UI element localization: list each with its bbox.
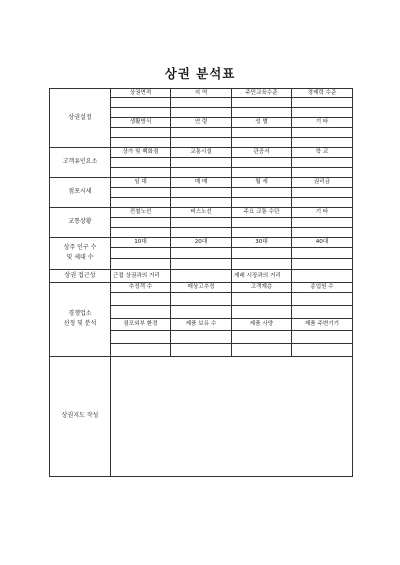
input-cell[interactable] [111, 168, 171, 178]
input-cell[interactable] [232, 188, 292, 198]
input-cell[interactable] [232, 158, 292, 168]
input-cell[interactable] [232, 138, 292, 148]
population-label-line2: 및 세대 수 [66, 254, 94, 261]
input-cell[interactable] [232, 98, 292, 108]
input-cell[interactable] [171, 248, 232, 259]
header-cell: 기 타 [292, 208, 353, 218]
header-cell: 지 역 [171, 89, 232, 98]
header-cell: 상권면적 [111, 89, 171, 98]
input-cell[interactable] [171, 331, 232, 344]
input-cell[interactable] [171, 108, 232, 118]
section-label-market-price: 점포시세 [50, 178, 111, 208]
input-cell[interactable] [292, 98, 353, 108]
input-cell[interactable] [171, 270, 232, 283]
header-cell: 기 타 [292, 118, 353, 128]
input-cell[interactable] [171, 344, 232, 357]
input-cell[interactable] [292, 158, 353, 168]
input-cell[interactable] [171, 259, 232, 270]
input-cell[interactable] [292, 168, 353, 178]
input-cell[interactable] [292, 259, 353, 270]
input-cell[interactable] [111, 128, 171, 138]
input-cell[interactable] [171, 138, 232, 148]
header-cell: 학 교 [292, 148, 353, 158]
header-cell: 20대 [171, 238, 232, 248]
input-cell[interactable] [292, 188, 353, 198]
input-cell[interactable] [111, 293, 171, 306]
map-drawing-area[interactable] [111, 357, 353, 477]
section-label-setting: 상권설정 [50, 89, 111, 148]
input-cell[interactable] [232, 168, 292, 178]
section-label-traffic: 교통상황 [50, 208, 111, 238]
header-cell: 30대 [232, 238, 292, 248]
header-cell: 버스노선 [171, 208, 232, 218]
header-cell: 임 대 [111, 178, 171, 188]
header-cell: 종업원 수 [292, 283, 353, 293]
header-cell: 연 령 [171, 118, 232, 128]
header-cell: 교통시설 [171, 148, 232, 158]
input-cell[interactable] [171, 158, 232, 168]
header-cell: 점포외부 환경 [111, 319, 171, 331]
header-cell: 추정객 수 [111, 283, 171, 293]
input-cell[interactable] [111, 331, 171, 344]
header-cell: 주민교육수준 [232, 89, 292, 98]
header-cell: 관공서 [232, 148, 292, 158]
input-cell[interactable] [171, 128, 232, 138]
competition-label-line2: 선정 및 분석 [63, 320, 97, 327]
header-cell: 10대 [111, 238, 171, 248]
input-cell[interactable] [171, 188, 232, 198]
input-cell[interactable] [232, 306, 292, 319]
input-cell[interactable] [111, 98, 171, 108]
input-cell[interactable] [111, 306, 171, 319]
input-cell[interactable] [232, 228, 292, 238]
section-label-competition [50, 283, 111, 357]
header-cell: 상가 및 백화점 [111, 148, 171, 158]
header-cell: 매 매 [171, 178, 232, 188]
input-cell[interactable] [111, 218, 171, 228]
input-cell[interactable] [171, 198, 232, 208]
input-cell[interactable] [171, 306, 232, 319]
input-cell[interactable] [232, 293, 292, 306]
input-cell[interactable] [232, 198, 292, 208]
input-cell[interactable] [111, 198, 171, 208]
input-cell[interactable] [111, 188, 171, 198]
population-label-line1: 상주 인구 수 [63, 244, 97, 252]
input-cell[interactable] [232, 248, 292, 259]
input-cell[interactable] [292, 293, 353, 306]
input-cell[interactable] [292, 198, 353, 208]
header-cell: 제품 보유 수 [171, 319, 232, 331]
near-district-distance-label: 근접 상권과의 거리 [111, 270, 171, 283]
header-cell: 제품 사양 [232, 319, 292, 331]
section-label-map: 상권지도 작성 [50, 357, 111, 477]
header-cell: 매상고추정 [171, 283, 232, 293]
input-cell[interactable] [111, 248, 171, 259]
section-label-customer: 고객유인요소 [50, 148, 111, 178]
input-cell[interactable] [292, 228, 353, 238]
input-cell[interactable] [292, 331, 353, 344]
competition-label-line1: 경쟁업소 [68, 310, 92, 318]
input-cell[interactable] [171, 218, 232, 228]
header-cell: 고객계층 [232, 283, 292, 293]
header-cell: 주요 교통 수단 [232, 208, 292, 218]
header-cell: 권리금 [292, 178, 353, 188]
input-cell[interactable] [292, 248, 353, 259]
input-cell[interactable] [232, 128, 292, 138]
section-label-population [50, 238, 111, 270]
input-cell[interactable] [171, 168, 232, 178]
header-cell: 생활방식 [111, 118, 171, 128]
header-cell: 월 세 [232, 178, 292, 188]
input-cell[interactable] [111, 138, 171, 148]
input-cell[interactable] [111, 228, 171, 238]
input-cell[interactable] [232, 331, 292, 344]
page-title: 상권 분석표 [164, 66, 236, 81]
analysis-table [49, 88, 353, 477]
input-cell[interactable] [111, 158, 171, 168]
input-cell[interactable] [292, 138, 353, 148]
input-cell[interactable] [111, 259, 171, 270]
header-cell: 성 별 [232, 118, 292, 128]
input-cell[interactable] [292, 108, 353, 118]
header-cell: 제품 주변기기 [292, 319, 353, 331]
input-cell[interactable] [111, 344, 171, 357]
input-cell[interactable] [292, 306, 353, 319]
input-cell[interactable] [232, 344, 292, 357]
input-cell[interactable] [111, 108, 171, 118]
input-cell[interactable] [292, 270, 353, 283]
input-cell[interactable] [171, 98, 232, 108]
input-cell[interactable] [232, 259, 292, 270]
input-cell[interactable] [171, 228, 232, 238]
input-cell[interactable] [171, 293, 232, 306]
input-cell[interactable] [292, 218, 353, 228]
input-cell[interactable] [232, 108, 292, 118]
header-cell: 전철노선 [111, 208, 171, 218]
header-cell: 경제력 수준 [292, 89, 353, 98]
input-cell[interactable] [292, 344, 353, 357]
section-label-access: 상권 접근성 [50, 270, 111, 283]
header-cell: 40대 [292, 238, 353, 248]
market-distance-label: 재래 시장과의 거리 [232, 270, 292, 283]
input-cell[interactable] [232, 218, 292, 228]
input-cell[interactable] [292, 128, 353, 138]
